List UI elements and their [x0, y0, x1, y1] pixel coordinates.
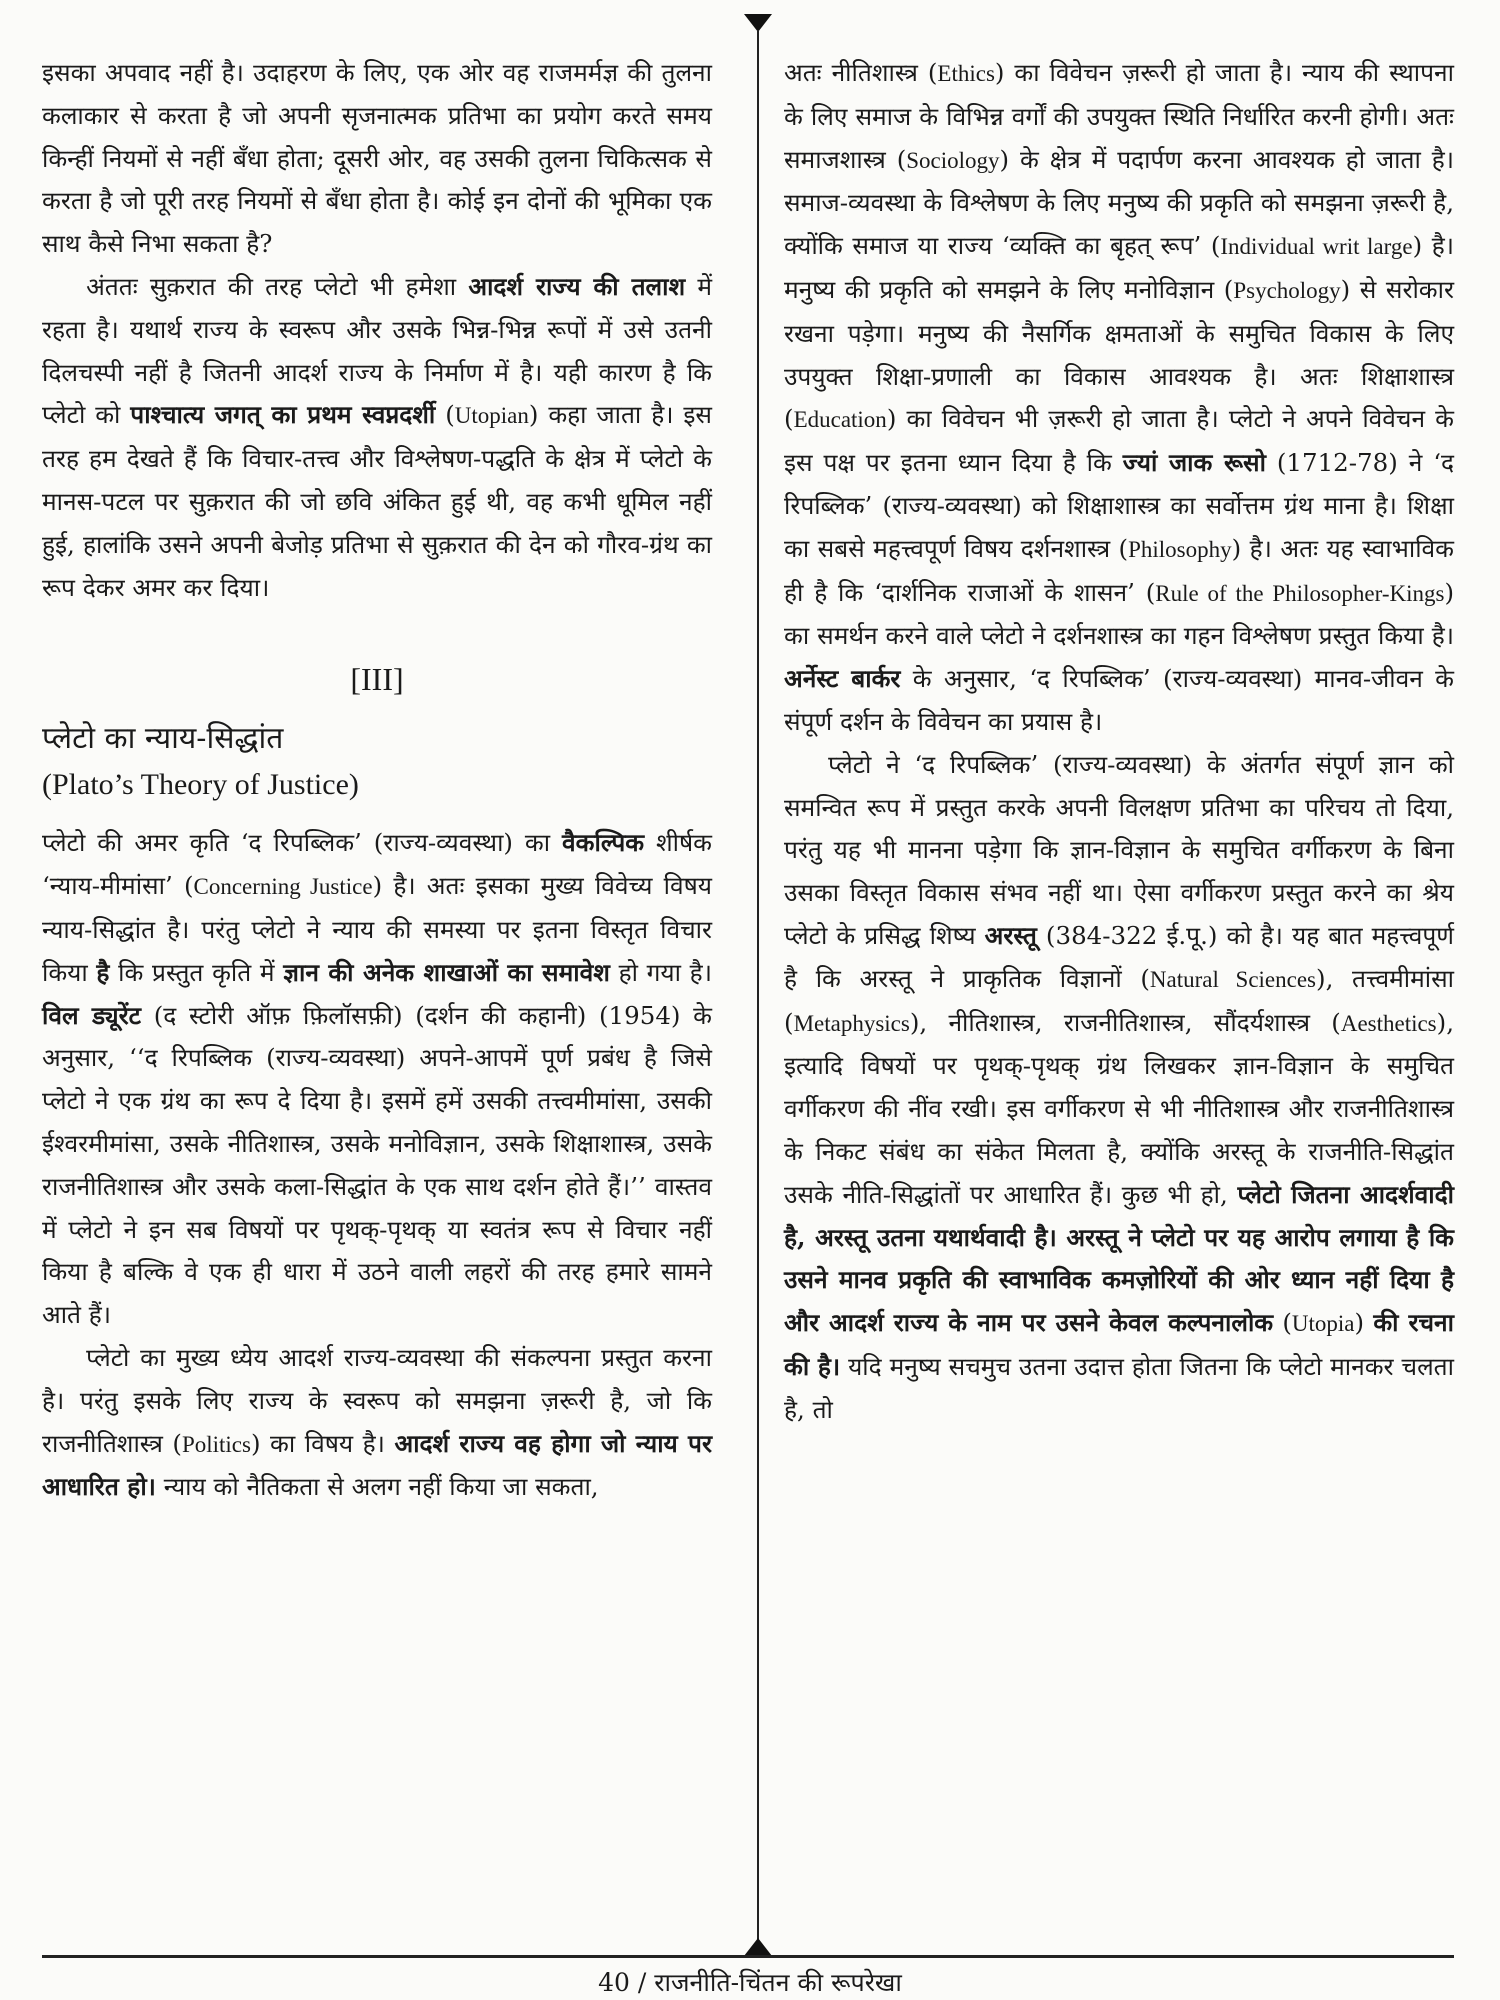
text-run: ) का विवेचन ज़रूरी हो जाता है। न्याय की स्थापना के लिए समाज के विभिन्न वर्गों की उपयुक्त स्थिति निर्धारित करनी होगी। अतः समाजशास्त्र (: [784, 58, 1454, 174]
bold-run: पाश्चात्य जगत् का प्रथम स्वप्नदर्शी: [130, 400, 436, 430]
latin-term: Individual writ large: [1220, 234, 1413, 260]
left-paragraph-4: [42, 1337, 712, 1509]
text-run: ), इत्यादि विषयों पर पृथक्-पृथक् ग्रंथ लिखकर ज्ञान-विज्ञान के समुचित वर्गीकरण की नींव रखी। इस वर्गीकरण से भी नीतिशास्त्र और राजनीतिशास्त्र के निकट संबंध का संकेत मिलता है, क्योंकि अरस्तू के राजनीति-सिद्धांत उसके नीति-सिद्धांतों पर आधारित हैं। कुछ भी हो,: [784, 1007, 1454, 1209]
left-paragraph-3: [42, 822, 712, 1337]
text-run: (: [1273, 1308, 1292, 1338]
text-run: ), नीतिशास्त्र, राजनीतिशास्त्र, सौंदर्यशास्त्र (: [909, 1007, 1341, 1037]
text-run: में रहता है। यथार्थ राज्य के स्वरूप और उसके भिन्न-भिन्न रूपों में उसे उतनी दिलचस्पी नहीं है जितनी आदर्श राज्य के निर्माण में है। यही कारण है कि प्लेटो को: [42, 271, 712, 430]
right-paragraph-1: [784, 52, 1454, 744]
latin-term: Utopia: [1291, 1311, 1355, 1337]
text-run: ) कहा जाता है। इस तरह हम देखते हैं कि विचार-तत्त्व और विश्लेषण-पद्धति के क्षेत्र में प्लेटो के मानस-पटल पर सुक़रात की जो छवि अंकित हुई थी, वह कभी धूमिल नहीं हुई, हालांकि उसने अपनी बेजोड़ प्रतिभा से सुक़रात की देन को गौरव-ग्रंथ का रूप देकर अमर कर दिया।: [42, 400, 712, 602]
text-run: प्लेटो की अमर कृति ‘द रिपब्लिक’ (राज्य-व्यवस्था) का: [42, 828, 563, 858]
bold-run: विल ड्यूरेंट: [42, 1000, 142, 1030]
latin-term: Sociology: [906, 147, 1000, 173]
bold-run: अरस्तू: [984, 920, 1037, 950]
bold-run: वैकल्पिक: [562, 828, 645, 858]
bold-run: प्लेटो जितना आदर्शवादी है, अरस्तू उतना यथार्थवादी है। अरस्तू ने प्लेटो पर यह आरोप लगाया है कि उसने मानव प्रकृति की स्वाभाविक कमज़ोरियों की ओर ध्यान नहीं दिया है और आदर्श राज्य के नाम पर उसने केवल कल्पनालोक: [784, 1179, 1454, 1338]
latin-term: Philosophy: [1128, 536, 1232, 562]
text-run: शीर्षक ‘न्याय-मीमांसा’ (: [42, 828, 713, 901]
column-divider: [757, 30, 759, 1955]
text-run: (द स्टोरी ऑफ़ फ़िलॉसफ़ी) (दर्शन की कहानी) (1954) के अनुसार, ‘‘द रिपब्लिक (राज्य-व्यवस्था) अपने-आपमें पूर्ण प्रबंध है जिसे प्लेटो ने एक ग्रंथ का रूप दे दिया है। इसमें हमें उसकी तत्त्वमीमांसा, उसकी ईश्वरमीमांसा, उसके नीतिशास्त्र, उसके मनोविज्ञान, उसके शिक्षाशास्त्र, उसके राजनीतिशास्त्र और उसके कला-सिद्धांत के एक साथ दर्शन होते हैं।’’ वास्तव में प्लेटो ने इन सब विषयों पर पृथक्-पृथक् या स्वतंत्र रूप से विचार नहीं किया है बल्कि वे एक ही धारा में उठने वाली लहरों की तरह हमारे सामने आते हैं।: [42, 1000, 712, 1330]
text-run: ) से सरोकार रखना पड़ेगा। मनुष्य की नैसर्गिक क्षमताओं के समुचित विकास के लिए उपयुक्त शिक्षा-प्रणाली का विकास आवश्यक है। अतः शिक्षाशास्त्र (: [784, 274, 1454, 434]
text-run: ): [1354, 1308, 1374, 1338]
text-run: ) के क्षेत्र में पदार्पण करना आवश्यक हो जाता है। समाज-व्यवस्था के विश्लेषण के लिए मनुष्य की प्रकृति को समझना ज़रूरी है, क्योंकि समाज या राज्य ‘व्यक्ति का बृहत् रूप’ (: [784, 144, 1454, 261]
text-run: अतः नीतिशास्त्र (: [784, 58, 938, 87]
section-number: [III]: [350, 661, 404, 698]
right-paragraph-2: [784, 744, 1454, 1432]
bold-run: ज्ञान की अनेक शाखाओं का समावेश: [283, 957, 610, 987]
latin-term: Rule of the Philosopher-Kings: [1155, 580, 1445, 606]
text-run: इसका अपवाद नहीं है। उदाहरण के लिए, एक ओर वह राजमर्मज्ञ की तुलना कलाकार से करता है जो अपनी सृजनात्मक प्रतिभा का प्रयोग करते समय किन्हीं नियमों से नहीं बँधा होता; दूसरी ओर, वह उसकी तुलना चिकित्सक से करता है जो पूरी तरह नियमों से बँधा होता है। कोई इन दोनों की भूमिका एक साथ कैसे निभा सकता है?: [42, 58, 712, 259]
section-heading-hindi: प्लेटो का न्याय-सिद्धांत: [42, 721, 284, 757]
bold-run: आदर्श राज्य वह होगा जो न्याय पर आधारित हो।: [42, 1428, 712, 1502]
text-run: ) है। अतः इसका मुख्य विवेच्य विषय न्याय-सिद्धांत है। परंतु प्लेटो ने न्याय की समस्या पर इतना विस्तृत विचार किया: [42, 871, 712, 987]
bottom-divider-arrow: [744, 1938, 772, 1956]
text-run: ) है। मनुष्य की प्रकृति को समझने के लिए मनोविज्ञान (: [784, 231, 1454, 304]
latin-term: Politics: [181, 1431, 251, 1457]
text-run: प्लेटो ने ‘द रिपब्लिक’ (राज्य-व्यवस्था) के अंतर्गत संपूर्ण ज्ञान को समन्वित रूप में प्रस्तुत करके अपनी विलक्षण प्रतिभा का परिचय तो दिया, परंतु यह भी मानना पड़ेगा कि ज्ञान-विज्ञान के समुचित वर्गीकरण के बिना उसका विस्तृत विकास संभव नहीं था। ऐसा वर्गीकरण प्रस्तुत करने का श्रेय प्लेटो के प्रसिद्ध शिष्य: [784, 749, 1454, 950]
latin-term: Metaphysics: [793, 1010, 910, 1036]
text-run: ) का समर्थन करने वाले प्लेटो ने दर्शनशास्त्र का गहन विश्लेषण प्रस्तुत किया है।: [784, 577, 1454, 651]
text-run: ) का विवेचन भी ज़रूरी हो जाता है। प्लेटो ने अपने विवेचन के इस पक्ष पर इतना ध्यान दिया है कि: [784, 404, 1454, 478]
text-run: (1712-78) ने ‘द रिपब्लिक’ (राज्य-व्यवस्था) को शिक्षाशास्त्र का सर्वोत्तम ग्रंथ माना है। शिक्षा का सबसे महत्त्वपूर्ण विषय दर्शनशास्त्र (: [784, 448, 1455, 563]
section-heading-english: (Plato’s Theory of Justice): [42, 768, 359, 802]
right-column: [784, 52, 1454, 1432]
text-run: कि प्रस्तुत कृति में: [109, 957, 284, 987]
bold-run: ज्यां जाक रूसो: [1122, 448, 1266, 478]
latin-term: Utopian: [454, 403, 529, 429]
footer-rule: [42, 1955, 1454, 1958]
text-run: यदि मनुष्य सचमुच उतना उदात्त होता जितना कि प्लेटो मानकर चलता है, तो: [784, 1351, 1454, 1424]
text-run: (: [435, 400, 455, 430]
text-run: के अनुसार, ‘द रिपब्लिक’ (राज्य-व्यवस्था) मानव-जीवन के संपूर्ण दर्शन के विवेचन का प्रयास है।: [784, 664, 1454, 736]
bold-run: है: [96, 957, 110, 987]
bold-run: की रचना की है।: [784, 1308, 1454, 1381]
left-paragraph-1: [42, 52, 712, 266]
latin-term: Concerning Justice: [193, 874, 373, 900]
text-run: ) का विषय है।: [250, 1428, 395, 1458]
left-column: [42, 52, 712, 1509]
text-run: अंततः सुक़रात की तरह प्लेटो भी हमेशा: [86, 271, 469, 301]
text-run: ) है। अतः यह स्वाभाविक ही है कि ‘दार्शनिक राजाओं के शासन’ (: [784, 533, 1454, 607]
page-footer: 40 / राजनीति-चिंतन की रूपरेखा: [598, 1968, 902, 1997]
text-run: हो गया है।: [609, 957, 712, 987]
latin-term: Aesthetics: [1340, 1010, 1437, 1036]
text-run: न्याय को नैतिकता से अलग नहीं किया जा सकता,: [155, 1472, 599, 1502]
text-run: प्लेटो का मुख्य ध्येय आदर्श राज्य-व्यवस्था की संकल्पना प्रस्तुत करना है। परंतु इसके लिए राज्य के स्वरूप को समझना ज़रूरी है, जो कि राजनीतिशास्त्र (: [42, 1342, 712, 1458]
latin-term: Education: [793, 407, 887, 433]
bold-run: आदर्श राज्य की तलाश: [468, 271, 686, 301]
latin-term: Ethics: [937, 61, 995, 86]
text-run: (384-322 ई.पू.) को है। यह बात महत्त्वपूर्ण है कि अरस्तू ने प्राकृतिक विज्ञानों (: [784, 920, 1454, 993]
bold-run: अर्नेस्ट बार्कर: [784, 664, 901, 694]
latin-term: Psychology: [1233, 277, 1341, 303]
text-run: ), तत्त्वमीमांसा (: [784, 963, 1454, 1037]
latin-term: Natural Sciences: [1149, 966, 1317, 992]
left-paragraph-2: [42, 266, 712, 609]
